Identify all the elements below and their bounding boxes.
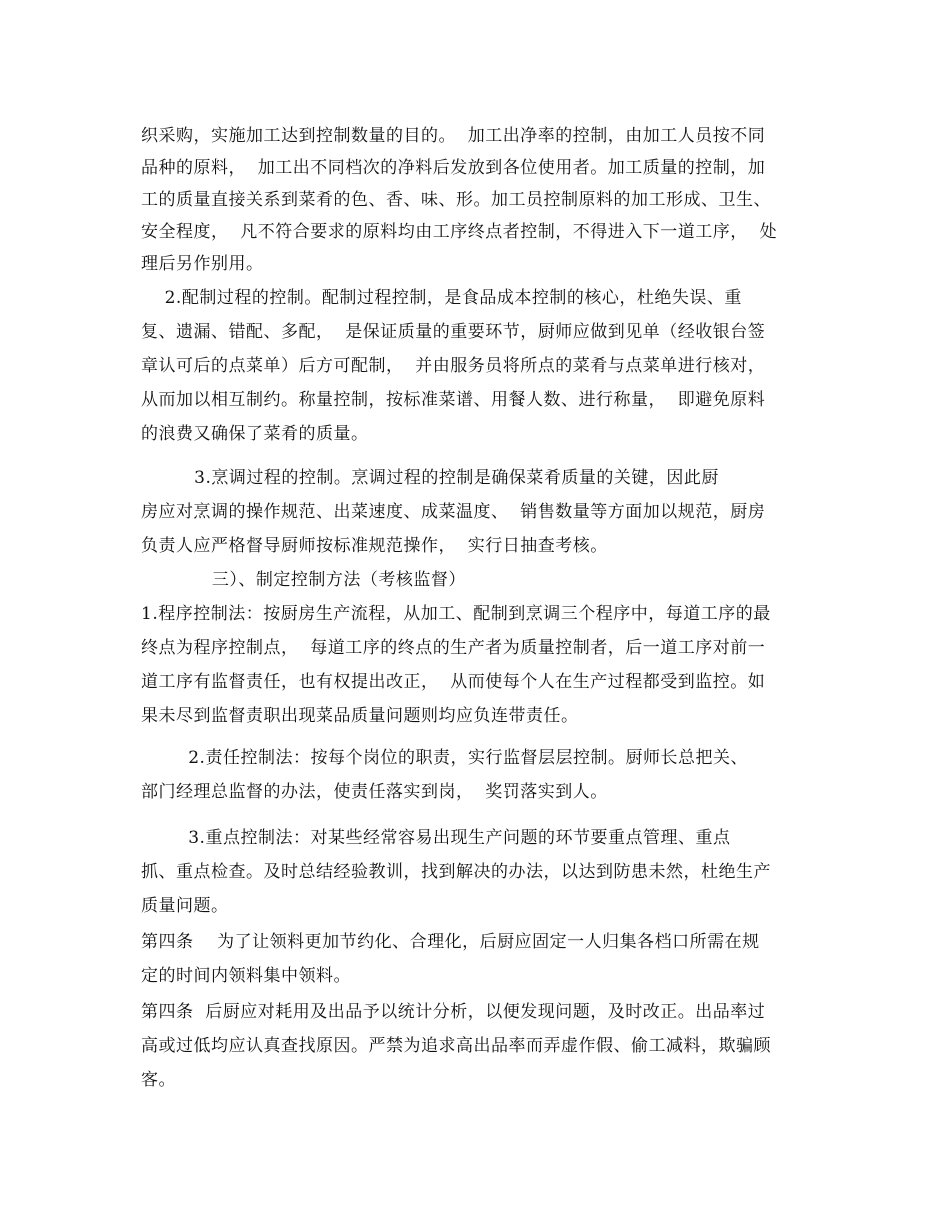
text-line: 3.重点控制法：对某些经常容易出现生产问题的环节要重点管理、重点 xyxy=(141,828,731,848)
text-line: 安全程度， 凡不符合要求的原料均由工序终点者控制，不得进入下一道工序， 处 xyxy=(141,222,778,242)
text-line: 高或过低均应认真查找原因。严禁为追求高出品率而弄虚作假、偷工减料，欺骗顾 xyxy=(141,1036,771,1056)
text-line: 部门经理总监督的办法，使责任落实到岗， 奖罚落实到人。 xyxy=(141,782,608,802)
section-heading: 三）、制定控制方法（考核监督） xyxy=(141,570,466,590)
text-line: 品种的原料， 加工出不同档次的净料后发放到各位使用者。加工质量的控制，加 xyxy=(141,158,766,178)
text-line: 织采购，实施加工达到控制数量的目的。 加工出净率的控制，由加工人员按不同 xyxy=(141,126,766,146)
text-line: 1.程序控制法：按厨房生产流程，从加工、配制到烹调三个程序中，每道工序的最 xyxy=(141,604,771,624)
text-line: 3.烹调过程的控制。烹调过程的控制是确保菜肴质量的关键，因此厨 xyxy=(141,468,719,488)
text-line: 质量问题。 xyxy=(141,896,229,916)
text-line: 房应对烹调的操作规范、出菜速度、成菜温度、 销售数量等方面加以规范，厨房 xyxy=(141,502,766,522)
text-line: 第四条 为了让领料更加节约化、合理化，后厨应固定一人归集各档口所需在规 xyxy=(141,932,760,952)
text-line: 复、遗漏、错配、多配， 是保证质量的重要环节，厨师应做到见单（经收银台签 xyxy=(141,322,766,342)
text-line: 2.配制过程的控制。配制过程控制，是食品成本控制的核心，杜绝失误、重 xyxy=(141,288,742,308)
text-line: 理后另作别用。 xyxy=(141,254,264,274)
text-line: 工的质量直接关系到菜肴的色、香、味、形。加工员控制原料的加工形成、卫生、 xyxy=(141,190,771,210)
text-line: 第四条 后厨应对耗用及出品予以统计分析，以便发现问题，及时改正。出品率过 xyxy=(141,1002,766,1022)
text-line: 章认可后的点菜单）后方可配制， 并由服务员将所点的菜肴与点菜单进行核对， xyxy=(141,356,766,376)
text-line: 从而加以相互制约。称量控制，按标准菜谱、用餐人数、进行称量， 即避免原料 xyxy=(141,390,766,410)
text-line: 定的时间内领料集中领料。 xyxy=(141,966,351,986)
text-line: 负责人应严格督导厨师按标准规范操作， 实行日抽查考核。 xyxy=(141,536,608,556)
text-line: 道工序有监督责任，也有权提出改正， 从而使每个人在生产过程都受到监控。如 xyxy=(141,672,766,692)
text-line: 果未尽到监督责职出现菜品质量问题则均应负连带责任。 xyxy=(141,706,579,726)
text-line: 的浪费又确保了菜肴的质量。 xyxy=(141,424,369,444)
text-line: 终点为程序控制点， 每道工序的终点的生产者为质量控制者，后一道工序对前一 xyxy=(141,638,766,658)
text-line: 抓、重点检查。及时总结经验教训，找到解决的办法，以达到防患未然，杜绝生产 xyxy=(141,862,771,882)
text-line: 2.责任控制法：按每个岗位的职责，实行监督层层控制。厨师长总把关、 xyxy=(141,748,748,768)
text-line: 客。 xyxy=(141,1070,176,1090)
